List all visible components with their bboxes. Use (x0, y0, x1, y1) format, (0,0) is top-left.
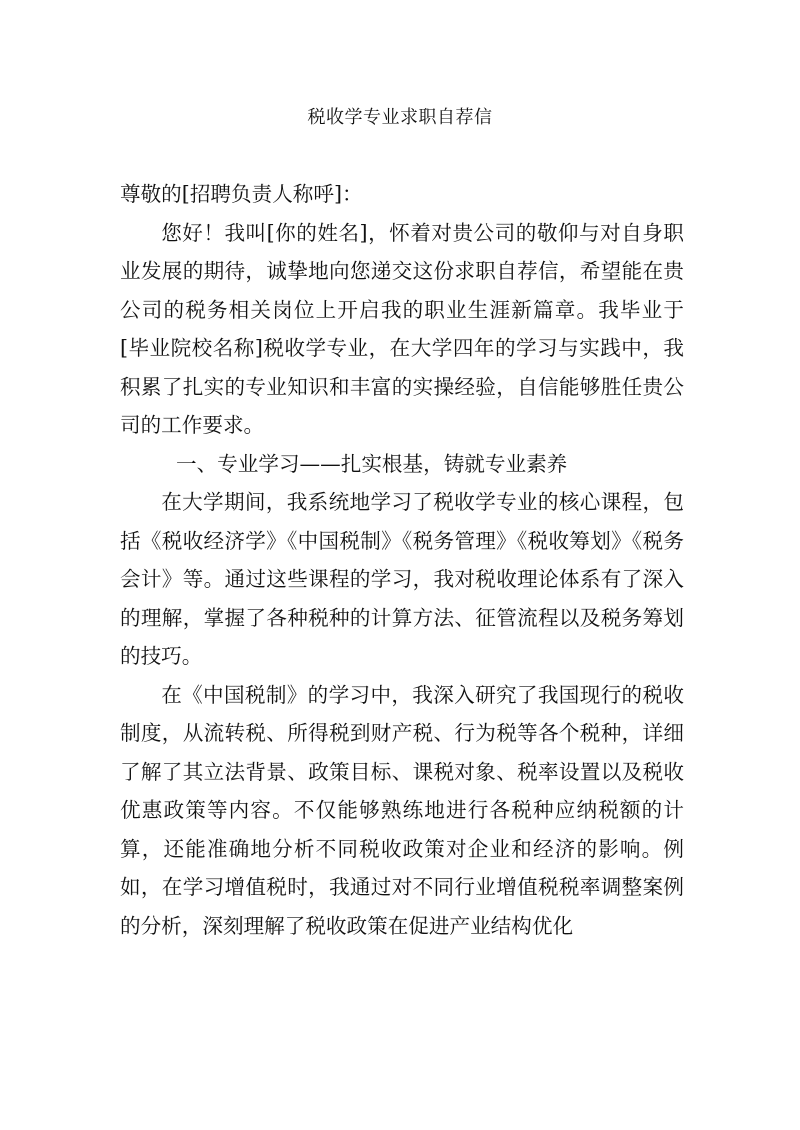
body-paragraph: 在《中国税制》的学习中，我深入研究了我国现行的税收制度，从流转税、所得税到财产税、行为税等各个税种，详细了解了其立法背景、政策目标、课税对象、税率设置以及税收优惠政策等内容。不仅能够熟练地进行各税种应纳税额的计算，还能准确地分析不同税收政策对企业和经济的影响。例如，在学习增值税时，我通过对不同行业增值税税率调整案例的分析，深刻理解了税收政策在促进产业结构优化 (120, 682, 684, 938)
document-title: 税收学专业求职自荐信 (307, 107, 493, 128)
salutation: 尊敬的[招聘负责人称呼]： (120, 182, 363, 206)
intro-paragraph: 您好！我叫[你的姓名]，怀着对贵公司的敬仰与对自身职业发展的期待，诚挚地向您递交这份求职自荐信，希望能在贵公司的税务相关岗位上开启我的职业生涯新篇章。我毕业于[毕业院校名称]税收学专业，在大学四年的学习与实践中，我积累了扎实的专业知识和丰富的实操经验，自信能够胜任贵公司的工作要求。 (120, 220, 684, 437)
letter-body (120, 175, 684, 945)
section-heading: 一、专业学习——扎实根基，铸就专业素养 (176, 451, 568, 476)
body-paragraph: 在大学期间，我系统地学习了税收学专业的核心课程，包括《税收经济学》《中国税制》《税务管理》《税收筹划》《税务会计》等。通过这些课程的学习，我对税收理论体系有了深入的理解，掌握了各种税种的计算方法、征管流程以及税务筹划的技巧。 (120, 490, 684, 668)
